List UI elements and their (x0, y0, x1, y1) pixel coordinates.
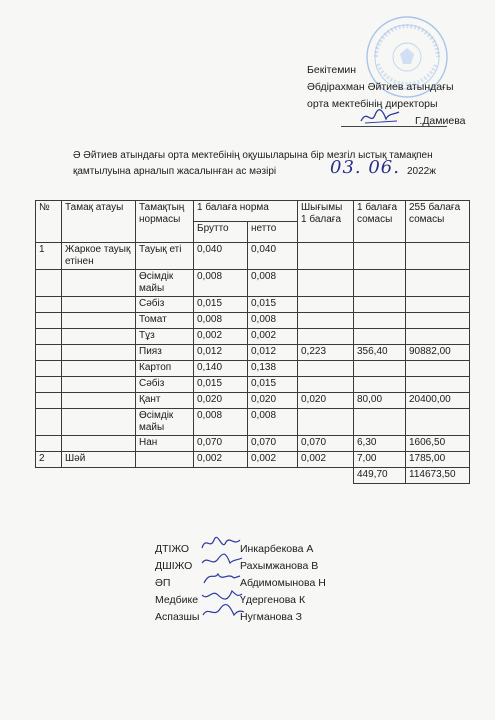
cell-brutto: 0,015 (194, 297, 248, 313)
director-signature-line (307, 113, 466, 130)
approval-block (307, 62, 466, 130)
cell-brutto: 0,002 (194, 329, 248, 345)
cell-out (298, 297, 354, 313)
cell-brutto: 0,008 (194, 270, 248, 297)
cell-product: Пияз (136, 345, 194, 361)
header-dish: Тамақ атауы (62, 201, 136, 243)
cell-num (36, 270, 62, 297)
table-row (36, 243, 470, 270)
cell-out: 0,223 (298, 345, 354, 361)
cell-price (354, 243, 406, 270)
cell-product: Қант (136, 393, 194, 409)
staff-role: ӘП (155, 577, 171, 589)
cell-out (298, 313, 354, 329)
cell-product: Тауық еті (136, 243, 194, 270)
cell-total (406, 270, 470, 297)
staff-role: ДТІЖО (155, 543, 190, 555)
cell-dish (62, 345, 136, 361)
cell-out: 0,070 (298, 436, 354, 452)
table-row (36, 409, 470, 436)
cell-total (406, 297, 470, 313)
cell-out (298, 409, 354, 436)
cell-out (298, 377, 354, 393)
table-row (36, 329, 470, 345)
menu-title: Ә Әйтиев атындағы орта мектебінің оқушыларына бір мезгіл ыстық тамақпен қамтылуына арналып жасалынған ас мәзірі (73, 150, 433, 177)
cell-product: Өсімдік майы (136, 409, 194, 436)
table-row (36, 377, 470, 393)
cell-total (406, 377, 470, 393)
cell-dish: Жаркое тауық етінен (62, 243, 136, 270)
cell-dish (62, 436, 136, 452)
cell-netto: 0,020 (248, 393, 298, 409)
cell-num (36, 313, 62, 329)
cell-netto: 0,138 (248, 361, 298, 377)
total-total: 114673,50 (406, 468, 470, 484)
cell-brutto: 0,070 (194, 436, 248, 452)
cell-brutto: 0,002 (194, 452, 248, 468)
cell-out (298, 270, 354, 297)
header-per-child-norm: 1 балаға норма (194, 201, 298, 222)
staff-role: Медбике (155, 594, 199, 606)
cell-price: 7,00 (354, 452, 406, 468)
cell-product: Тұз (136, 329, 194, 345)
cell-product: Сәбіз (136, 297, 194, 313)
cell-netto: 0,008 (248, 270, 298, 297)
cell-netto: 0,002 (248, 452, 298, 468)
cell-num (36, 361, 62, 377)
cell-dish (62, 377, 136, 393)
cell-product: Нан (136, 436, 194, 452)
cell-price (354, 409, 406, 436)
cell-dish (62, 313, 136, 329)
table-row (36, 436, 470, 452)
cell-out: 0,002 (298, 452, 354, 468)
cell-brutto: 0,012 (194, 345, 248, 361)
cell-dish: Шәй (62, 452, 136, 468)
cell-num (36, 393, 62, 409)
table-row (36, 297, 470, 313)
cell-total: 90882,00 (406, 345, 470, 361)
cell-brutto: 0,040 (194, 243, 248, 270)
cell-price (354, 329, 406, 345)
cell-price (354, 313, 406, 329)
staff-role: ДШІЖО (155, 560, 193, 572)
cell-num: 1 (36, 243, 62, 270)
cell-dish (62, 297, 136, 313)
cell-num (36, 409, 62, 436)
table-row (36, 393, 470, 409)
staff-name: Абдимомынова Н (240, 577, 326, 589)
cell-netto: 0,008 (248, 409, 298, 436)
cell-total (406, 361, 470, 377)
cell-num: 2 (36, 452, 62, 468)
header-brutto: Брутто (194, 222, 248, 243)
handwritten-date: 03. 06. (330, 157, 400, 178)
cell-brutto: 0,020 (194, 393, 248, 409)
cell-num (36, 297, 62, 313)
cell-dish (62, 409, 136, 436)
cell-price (354, 297, 406, 313)
cell-dish (62, 361, 136, 377)
menu-table-body (36, 243, 470, 484)
staff-name: Рахымжанова В (240, 560, 319, 572)
staff-role: Аспазшы (155, 611, 200, 623)
cell-brutto: 0,008 (194, 409, 248, 436)
total-price: 449,70 (354, 468, 406, 484)
staff-name: Үдергенова К (240, 594, 306, 606)
cell-product: Томат (136, 313, 194, 329)
menu-table (35, 200, 470, 484)
table-row (36, 452, 470, 468)
header-total-sum: 255 балаға сомасы (406, 201, 470, 243)
cell-price (354, 361, 406, 377)
approval-line-director: орта мектебінің директоры (307, 98, 438, 110)
cell-price: 80,00 (354, 393, 406, 409)
cell-netto: 0,070 (248, 436, 298, 452)
staff-name: Нугманова З (240, 611, 302, 623)
cell-out (298, 243, 354, 270)
header-consumption: Шығымы 1 балаға (298, 201, 354, 243)
approval-line-approved: Бекітемин (307, 64, 357, 76)
cell-total: 1606,50 (406, 436, 470, 452)
header-netto: нетто (248, 222, 298, 243)
menu-year: 2022ж (407, 166, 436, 177)
cell-product (136, 452, 194, 468)
table-row (36, 345, 470, 361)
table-row (36, 313, 470, 329)
cell-product: Картоп (136, 361, 194, 377)
approval-line-school: Әбдірахман Әйтиев атындағы (307, 81, 454, 93)
cell-dish (62, 329, 136, 345)
cell-netto: 0,002 (248, 329, 298, 345)
cell-out (298, 329, 354, 345)
cell-price (354, 270, 406, 297)
cell-num (36, 436, 62, 452)
cell-netto: 0,012 (248, 345, 298, 361)
director-name: Г.Дамиева (415, 115, 466, 127)
header-num: № (36, 201, 62, 243)
cell-num (36, 377, 62, 393)
cell-total (406, 313, 470, 329)
totals-row (36, 468, 470, 484)
cell-brutto: 0,015 (194, 377, 248, 393)
cell-price (354, 377, 406, 393)
menu-title-block (73, 148, 473, 180)
cell-out (298, 361, 354, 377)
cell-total: 1785,00 (406, 452, 470, 468)
cell-price: 356,40 (354, 345, 406, 361)
cell-dish (62, 270, 136, 297)
cell-netto: 0,015 (248, 297, 298, 313)
cell-total (406, 329, 470, 345)
cell-netto: 0,008 (248, 313, 298, 329)
cell-brutto: 0,008 (194, 313, 248, 329)
cell-product: Өсімдік майы (136, 270, 194, 297)
cell-num (36, 345, 62, 361)
table-row (36, 270, 470, 297)
table-row (36, 361, 470, 377)
cell-total (406, 409, 470, 436)
cell-out: 0,020 (298, 393, 354, 409)
cell-netto: 0,040 (248, 243, 298, 270)
cell-netto: 0,015 (248, 377, 298, 393)
cell-price: 6,30 (354, 436, 406, 452)
totals-spacer (36, 468, 354, 484)
director-signature (359, 107, 401, 127)
cell-total (406, 243, 470, 270)
header-per-child-sum: 1 балаға сомасы (354, 201, 406, 243)
cell-num (36, 329, 62, 345)
cell-dish (62, 393, 136, 409)
cell-product: Сәбіз (136, 377, 194, 393)
cell-brutto: 0,140 (194, 361, 248, 377)
staff-name: Инкарбекова А (240, 543, 314, 555)
header-norm: Тамақтың нормасы (136, 201, 194, 243)
cell-total: 20400,00 (406, 393, 470, 409)
